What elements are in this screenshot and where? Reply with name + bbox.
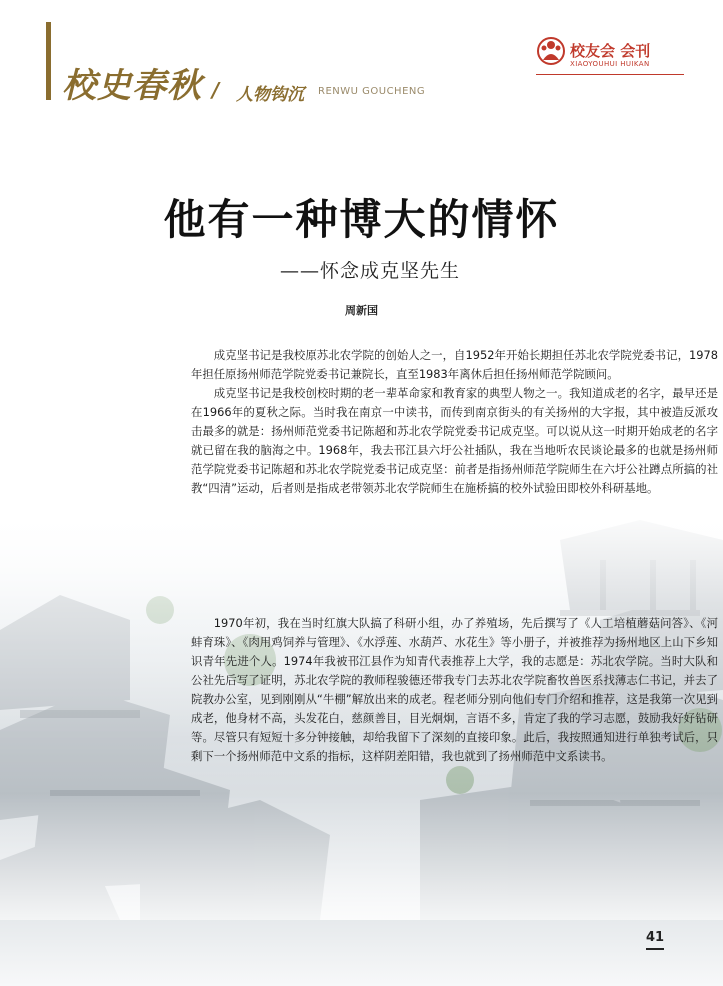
magazine-pinyin: XIAOYOUHUI HUIKAN (570, 60, 650, 68)
paragraph: 1970年初，我在当时红旗大队搞了科研小组，办了养殖场，先后撰写了《人工培植蘑菇问答》、《河蚌育珠》、《肉用鸡饲养与管理》、《水浮莲、水葫芦、水花生》等小册子，并被推荐为扬州地区上山下乡知识青年先进个人。1974年我被邗江县作为知青代表推荐上大学，我的志愿是：苏北农学院。当时大队和公社先后写了证明，苏北农学院的教师程骏德还带我专门去苏北农学院畜牧兽医系找薄志仁书记，并去了院教办公室，见到刚刚从“牛棚”解放出来的成老。程老师分别向他们专门介绍和推荐，这是我第一次见到成老，他身材不高，头发花白，慈颜善目，目光炯炯，言语不多，肯定了我的学习志愿，鼓励我好好钻研等。尽管只有短短十多分钟接触，却给我留下了深刻的直接印象。此后，我按照通知进行单独考试后，只剩下一个扬州师范中文系的指标，这样阴差阳错，我也就到了扬州师范中文系读书。 (191, 616, 718, 763)
article-author: 周新国 (345, 304, 378, 317)
section-title: 校史春秋 (62, 66, 202, 106)
page-number-rule (646, 948, 664, 950)
article-body-bottom (191, 614, 718, 766)
magazine-logo (536, 36, 686, 76)
magazine-title: 校友会 会刊 (570, 42, 651, 60)
article-body-top (191, 346, 718, 498)
header-accent-bar (46, 22, 51, 100)
paragraph: 成克坚书记是我校原苏北农学院的创始人之一，自1952年开始长期担任苏北农学院党委书记，1978年担任原扬州师范学院党委书记兼院长，直至1983年离休后担任扬州师范学院顾问。 (191, 348, 718, 381)
page-number: 41 (646, 930, 665, 945)
header-slash: / (212, 78, 220, 102)
subsection-pinyin: RENWU GOUCHENG (318, 86, 426, 97)
article-title: 他有一种博大的情怀 (163, 195, 560, 244)
paragraph: 成克坚书记是我校创校时期的老一辈革命家和教育家的典型人物之一。我知道成老的名字，最早还是在1966年的夏秋之际。当时我在南京一中读书，而传到南京街头的有关扬州的大字报，其中被造反派攻击最多的就是：扬州师范党委书记陈超和苏北农学院党委书记成克坚。可以说从这一时期开始成老的名字就已留在我的脑海之中。1968年，我去邗江县六圩公社插队，我在当地听农民谈论最多的也就是扬州师范学院党委书记陈超和苏北农学院党委书记成克坚：前者是指扬州师范学院师生在六圩公社蹲点所搞的社教“四清”运动，后者则是指成老带领苏北农学院师生在施桥搞的校外试验田即校外科研基地。 (191, 386, 718, 495)
alumni-emblem-icon (536, 36, 566, 66)
article-subtitle: ——怀念成克坚先生 (280, 260, 461, 282)
logo-underline (536, 74, 684, 75)
subsection-title: 人物钩沉 (236, 85, 304, 105)
